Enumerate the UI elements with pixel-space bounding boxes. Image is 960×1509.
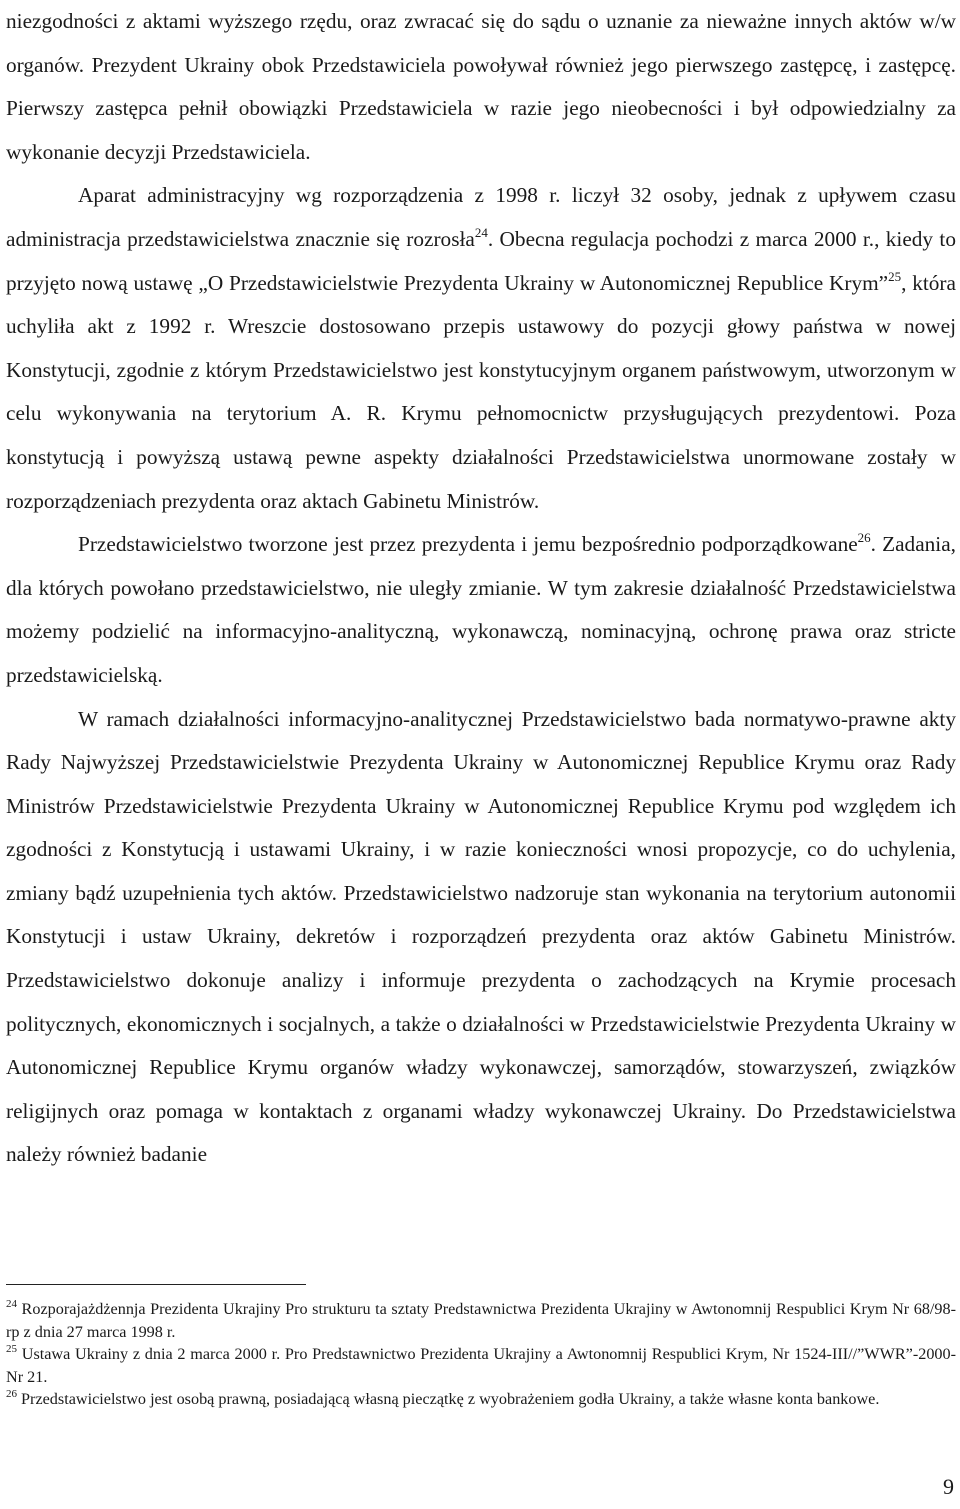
page-number: 9 — [943, 1474, 954, 1499]
paragraph-text: W ramach działalności informacyjno-analitycznej Przedstawicielstwo bada normatywo-prawne akty Rady Najwyższej Przedstawicielstwie Prezydenta Ukrainy w Autonomicznej Republice Krymu oraz Rady Ministrów Przedstawicielstwie Prezydenta Ukrainy w Autonomicznej Republice Krymu pod względem ich zgodności z Konstytucją i ustawami Ukrainy, i w razie konieczności wnosi propozycje, co do uchylenia, zmiany bądź uzupełnienia tych aktów. Przedstawicielstwo nadzoruje stan wykonania na terytorium autonomii Konstytucji i ustaw Ukrainy, dekretów i rozporządzeń prezydenta oraz aktów Gabinetu Ministrów. Przedstawicielstwo dokonuje analizy i informuje prezydenta o zachodzących na Krymie procesach politycznych, ekonomicznych i socjalnych, a także o działalności w Przedstawicielstwie Prezydenta Ukrainy w Autonomicznej Republice Krymu organów władzy wykonawczej, samorządów, stowarzyszeń, związków religijnych oraz pomaga w kontaktach z organami władzy wykonawczej Ukrainy. Do Przedstawicielstwa należy również badanie — [6, 706, 956, 1167]
footnote-text: Przedstawicielstwo jest osobą prawną, posiadającą własną pieczątkę z wyobrażeniem godła Ukrainy, a także własne konta bankowe. — [17, 1390, 880, 1409]
footnote-text: Rozporajażdżennja Prezidenta Ukrajiny Pro strukturu ta sztaty Predstawnictwa Prezidenta Ukrajiny w Awtonomnij Respublici Krym Nr 68/98-rp z dnia 27 marca 1998 r. — [6, 1300, 956, 1341]
footnotes — [6, 1298, 956, 1411]
footnote-reference[interactable]: 24 — [474, 224, 488, 240]
paragraph-text: niezgodności z aktami wyższego rzędu, oraz zwracać się do sądu o uznanie za nieważne innych aktów w/w organów. Prezydent Ukrainy obok Przedstawiciela powoływał również jego pierwszego zastępcę, i zastępcę. Pierwszy zastępca pełnił obowiązki Przedstawiciela w razie jego nieobecności i był odpowiedzialny za wykonanie decyzji Przedstawiciela. — [6, 9, 956, 164]
paragraph-text: , która uchyliła akt z 1992 r. Wreszcie dostosowano przepis ustawowy do pozycji głowy państwa w nowej Konstytucji, zgodnie z którym Przedstawicielstwo jest konstytucyjnym organem państwowym, utworzonym w celu wykonywania na terytorium A. R. Krymu pełnomocnictw przysługujących prezydentowi. Poza konstytucją i powyższą ustawą pewne aspekty działalności Przedstawicielstwa unormowane zostały w rozporządzeniach prezydenta oraz aktach Gabinetu Ministrów. — [6, 270, 956, 513]
footnote-separator — [6, 1284, 306, 1285]
paragraph-text: . Zadania, dla których powołano przedstawicielstwo, nie uległy zmianie. W tym zakresie działalność Przedstawicielstwa możemy podzielić na informacyjno-analityczną, wykonawczą, nominacyjną, ochronę prawa oraz stricte przedstawicielską. — [6, 532, 956, 687]
footnote — [6, 1298, 956, 1343]
footnote — [6, 1388, 956, 1411]
body-text — [6, 0, 956, 1177]
paragraph — [6, 174, 956, 523]
footnote-reference[interactable]: 26 — [857, 530, 871, 546]
footnote-number: 24 — [6, 1298, 17, 1310]
footnote-reference[interactable]: 25 — [888, 268, 902, 284]
paragraph — [6, 0, 956, 174]
footnote-number: 25 — [6, 1343, 17, 1356]
footnote-number: 26 — [6, 1388, 17, 1401]
paragraph — [6, 698, 956, 1178]
paragraph — [6, 523, 956, 697]
paragraph-text: . Obecna regulacja pochodzi z marca 2000 r., kiedy to przyjęto nową ustawę „O Przedstawicielstwie Prezydenta Ukrainy w Autonomicznej Republice Krym” — [6, 226, 956, 295]
paragraph-text: Aparat administracyjny wg rozporządzenia z 1998 r. liczył 32 osoby, jednak z upływem czasu administracja przedstawicielstwa znacznie się rozrosła — [6, 183, 956, 251]
footnote — [6, 1343, 956, 1388]
footnote-text: Ustawa Ukrainy z dnia 2 marca 2000 r. Pro Predstawnictwo Prezidenta Ukrajiny a Awtonomnij Respublici Krym, Nr 1524-III//”WWR”-2000-Nr 21. — [6, 1345, 956, 1386]
paragraph-text: Przedstawicielstwo tworzone jest przez prezydenta i jemu bezpośrednio podporządkowane — [78, 532, 858, 557]
